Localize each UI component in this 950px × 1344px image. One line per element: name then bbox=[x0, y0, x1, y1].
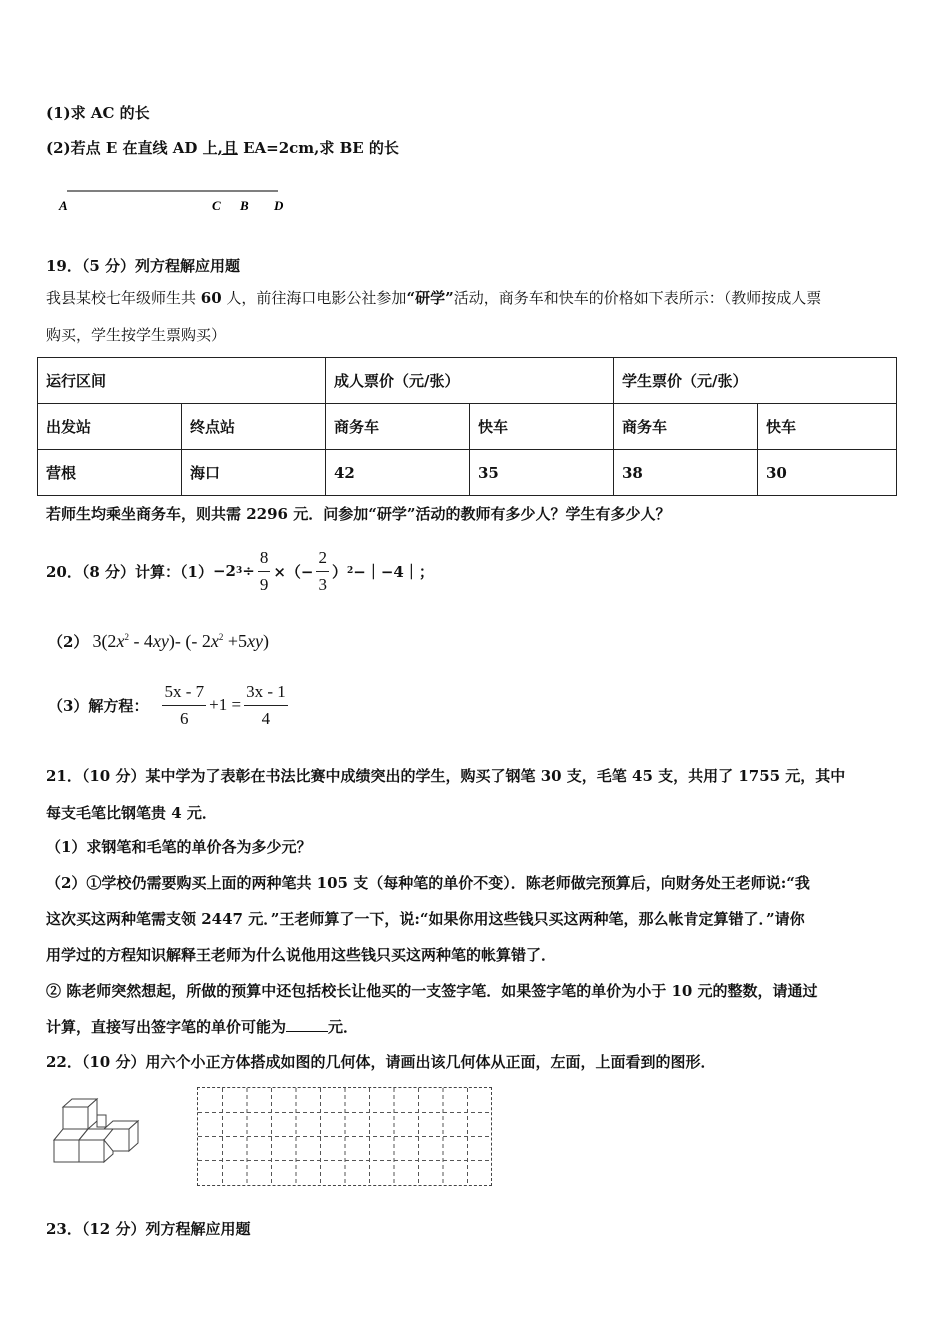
q21-line8-text: 计算，直接写出签字笔的单价可能为 bbox=[46, 1018, 287, 1036]
fraction-lhs bbox=[162, 682, 206, 729]
q20-part2-expression: $3(2x^2 - 4xy)-$ (- $2x^2 +5xy$) bbox=[92, 630, 270, 651]
q18-part2-underlined: ,且 bbox=[217, 139, 238, 157]
point-label-b: B bbox=[240, 198, 249, 213]
fraction-numerator: 3x - 1 bbox=[244, 682, 288, 706]
cell-student-business: 38 bbox=[614, 450, 758, 496]
q20-part3-label: （3）解方程： bbox=[48, 696, 149, 715]
q21-line8-unit: 元． bbox=[328, 1018, 359, 1036]
fraction-numerator: 2 bbox=[316, 548, 329, 572]
q20-part3 bbox=[48, 679, 291, 731]
grid-lines bbox=[198, 1088, 491, 1185]
q20-divide: ÷ bbox=[242, 562, 255, 580]
fare-table bbox=[37, 357, 897, 496]
q20-header: 20．（8 分）计算：（1） bbox=[46, 562, 213, 581]
q20-part2 bbox=[48, 621, 269, 661]
fraction-denominator: 3 bbox=[318, 574, 327, 594]
header-student-business: 商务车 bbox=[614, 404, 758, 450]
point-label-d: D bbox=[274, 198, 284, 213]
q18-part1: (1)求 AC 的长 bbox=[46, 104, 150, 122]
cube-solid-figure bbox=[50, 1096, 142, 1166]
fare-table-group-header-row bbox=[38, 358, 897, 404]
q20-tail: −｜−4｜； bbox=[353, 562, 434, 581]
q21-line6: 用学过的方程知识解释王老师为什么说他用这些钱只买这两种笔的帐算错了． bbox=[46, 946, 557, 964]
q21-line1: 21．（10 分）某中学为了表彰在书法比赛中成绩突出的学生，购买了钢笔 30 支，毛笔 45 支，共用了 1755 元，其中 bbox=[46, 767, 846, 785]
fraction-denominator: 9 bbox=[259, 574, 269, 594]
cell-departure: 营根 bbox=[38, 450, 182, 496]
q19-paragraph-line2: 购买，学生按学生票购买） bbox=[46, 326, 227, 344]
q19-text-d: 活动，商务车和快车的价格如下表所示：（教师按成人票 bbox=[453, 289, 822, 307]
fraction-denominator: 4 bbox=[261, 708, 271, 728]
q21-line3: （1）求钢笔和毛笔的单价各为多少元？ bbox=[46, 838, 312, 856]
q20-part2-label: （2） bbox=[48, 632, 89, 651]
header-adult-express: 快车 bbox=[470, 404, 614, 450]
header-terminal: 终点站 bbox=[182, 404, 326, 450]
header-adult-business: 商务车 bbox=[326, 404, 470, 450]
q20-exponent: 3 bbox=[236, 566, 243, 576]
q19-total-people: 60 bbox=[200, 289, 222, 307]
header-route: 运行区间 bbox=[38, 358, 326, 404]
q21-line7: ② 陈老师突然想起，所做的预算中还包括校长让他买的一支签字笔．如果签字笔的单价为小于 10 元的整数，请通过 bbox=[46, 982, 818, 1000]
q20-times: ×（− bbox=[273, 562, 314, 581]
cell-adult-business: 42 bbox=[326, 450, 470, 496]
fraction-rhs bbox=[244, 682, 288, 729]
fraction-8-9 bbox=[258, 548, 271, 595]
q18-part2 bbox=[46, 137, 399, 158]
q23-header: 23．（12 分）列方程解应用题 bbox=[46, 1220, 251, 1238]
q21-line2: 每支毛笔比钢笔贵 4 元． bbox=[46, 804, 217, 822]
header-departure: 出发站 bbox=[38, 404, 182, 450]
q21-line4: （2）①学校仍需要购买上面的两种笔共 105 支（每种笔的单价不变）．陈老师做完预算后，向财务处王老师说:“我 bbox=[46, 874, 810, 892]
equation-middle: +1 = bbox=[209, 695, 242, 714]
cell-student-express: 30 bbox=[758, 450, 897, 496]
q22-header: 22．（10 分）用六个小正方体搭成如图的几何体，请画出该几何体从正面，左面，上面看到的图形． bbox=[46, 1053, 716, 1071]
fraction-denominator: 6 bbox=[180, 708, 189, 728]
q19-text-c: “研学” bbox=[406, 289, 454, 307]
fraction-2-3 bbox=[316, 548, 329, 595]
table-row bbox=[38, 450, 897, 496]
q19-text-a: 我县某校七年级师生共 bbox=[46, 289, 201, 307]
q18-part2-pre: (2)若点 E 在直线 AD 上 bbox=[46, 139, 218, 157]
q21-line5: 这次买这两种笔需支领 2447 元．”王老师算了一下，说:“如果你用这些钱只买这两种笔，那么帐肯定算错了．”请你 bbox=[46, 910, 805, 928]
q20-close-paren: ） bbox=[331, 562, 347, 581]
point-label-a: A bbox=[59, 198, 68, 213]
fraction-numerator: 5x - 7 bbox=[162, 682, 206, 706]
q19-text-b: 人，前往海口电影公社参加 bbox=[221, 289, 407, 307]
answer-blank[interactable] bbox=[286, 1017, 328, 1032]
q20-expr-term: −2 bbox=[212, 562, 236, 580]
q19-paragraph-line1 bbox=[46, 287, 821, 308]
q19-header: 19．（5 分）列方程解应用题 bbox=[46, 257, 241, 275]
header-adult-fare: 成人票价（元/张） bbox=[326, 358, 614, 404]
drawing-grid bbox=[197, 1087, 492, 1186]
q18-part2-post: EA=2cm,求 BE 的长 bbox=[237, 139, 399, 157]
point-label-c: C bbox=[212, 198, 221, 213]
q20-exponent-2: 2 bbox=[347, 566, 354, 576]
q19-question: 若师生均乘坐商务车，则共需 2296 元．问参加“研学”活动的教师有多少人？学生有多少人？ bbox=[46, 505, 671, 523]
header-student-express: 快车 bbox=[758, 404, 897, 450]
cell-adult-express: 35 bbox=[470, 450, 614, 496]
q20-part1 bbox=[46, 538, 434, 604]
fare-table-sub-header-row bbox=[38, 404, 897, 450]
header-student-fare: 学生票价（元/张） bbox=[614, 358, 897, 404]
q21-line8 bbox=[46, 1016, 358, 1037]
cell-terminal: 海口 bbox=[182, 450, 326, 496]
line-segment-diagram bbox=[50, 184, 300, 216]
fraction-numerator: 8 bbox=[258, 548, 271, 572]
